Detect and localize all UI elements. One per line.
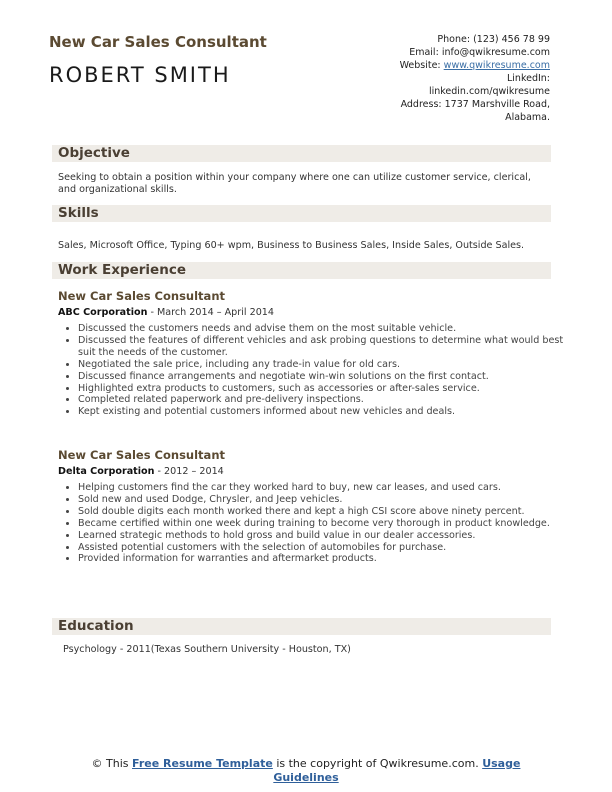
phone-value: (123) 456 78 99 xyxy=(473,34,550,45)
list-item: • Discussed the customers needs and advise them on the most suitable vehicle. xyxy=(78,323,568,335)
usage-guidelines-link-2[interactable]: Guidelines xyxy=(273,771,339,784)
contact-website xyxy=(300,59,550,72)
list-item: • Highlighted extra products to customers, such as accessories or after-sales service. xyxy=(78,383,568,395)
contact-address-line2: Alabama. xyxy=(505,112,550,123)
footer-prefix: © This xyxy=(91,757,133,770)
job-2-meta xyxy=(58,466,224,477)
header-job-title: New Car Sales Consultant xyxy=(49,33,267,51)
contact-linkedin: linkedin.com/qwikresume xyxy=(428,86,550,97)
contact-block xyxy=(300,33,550,124)
phone-label: Phone: xyxy=(437,34,471,45)
job-1-dates: - March 2014 – April 2014 xyxy=(147,307,275,318)
contact-address xyxy=(300,98,550,111)
job-2-company: Delta Corporation xyxy=(58,466,155,477)
footer-middle: is the copyright of Qwikresume.com. xyxy=(272,757,483,770)
skills-heading: Skills xyxy=(58,205,99,221)
list-item: • Learned strategic methods to hold gross and build value in our dealer accessories. xyxy=(78,530,568,542)
list-item: • Negotiated the sale price, including any trade-in value for old cars. xyxy=(78,359,568,371)
list-item: • Kept existing and potential customers informed about new vehicles and deals. xyxy=(78,406,568,418)
experience-heading: Work Experience xyxy=(58,262,186,278)
list-item: • Assisted potential customers with the selection of automobiles for purchase. xyxy=(78,542,568,554)
job-1-company: ABC Corporation xyxy=(58,307,148,318)
usage-guidelines-link-1[interactable]: Usage xyxy=(482,757,521,770)
education-text: Psychology - 2011(Texas Southern University - Houston, TX) xyxy=(63,644,351,655)
contact-linkedin-label: LinkedIn: xyxy=(506,73,550,84)
free-resume-template-link[interactable]: Free Resume Template xyxy=(132,757,273,770)
skills-text: Sales, Microsoft Office, Typing 60+ wpm, Business to Business Sales, Inside Sales, Outside Sales. xyxy=(58,240,525,251)
objective-heading: Objective xyxy=(58,145,130,161)
job-2-bullets xyxy=(62,482,568,565)
website-label: Website: xyxy=(399,60,441,71)
list-item: • Discussed finance arrangements and negotiate win-win solutions on the first contact. xyxy=(78,371,568,383)
education-heading: Education xyxy=(58,618,134,634)
list-item: • Became certified within one week during training to become very thorough in product knowledge. xyxy=(78,518,568,530)
contact-phone xyxy=(300,33,550,46)
address-line1: 1737 Marshville Road, xyxy=(444,99,550,110)
footer-copyright xyxy=(0,757,612,785)
job-1-meta xyxy=(58,307,274,318)
list-item: • Discussed the features of different vehicles and ask probing questions to determine what would best suit the needs of the customer. xyxy=(78,335,568,359)
objective-text: Seeking to obtain a position within your company where one can utilize customer service, clerical, and organizational skills. xyxy=(58,172,531,195)
contact-email xyxy=(300,46,550,59)
list-item: • Provided information for warranties and aftermarket products. xyxy=(78,553,568,565)
list-item: • Completed related paperwork and pre-delivery inspections. xyxy=(78,394,568,406)
job-2-title: New Car Sales Consultant xyxy=(58,448,226,462)
website-link[interactable]: www.qwikresume.com xyxy=(443,60,550,71)
candidate-name: ROBERT SMITH xyxy=(49,63,231,87)
job-1-bullets xyxy=(62,323,568,418)
address-label: Address: xyxy=(400,99,442,110)
job-2-dates: - 2012 – 2014 xyxy=(154,466,224,477)
email-label: Email: xyxy=(409,47,439,58)
skills-section-bar xyxy=(52,205,551,222)
list-item: • Sold new and used Dodge, Chrysler, and Jeep vehicles. xyxy=(78,494,568,506)
job-1-title: New Car Sales Consultant xyxy=(58,289,226,303)
email-value: info@qwikresume.com xyxy=(441,47,550,58)
list-item: • Sold double digits each month worked there and kept a high CSI score above ninety percent. xyxy=(78,506,568,518)
list-item: • Helping customers find the car they worked hard to buy, new car leases, and used cars. xyxy=(78,482,568,494)
